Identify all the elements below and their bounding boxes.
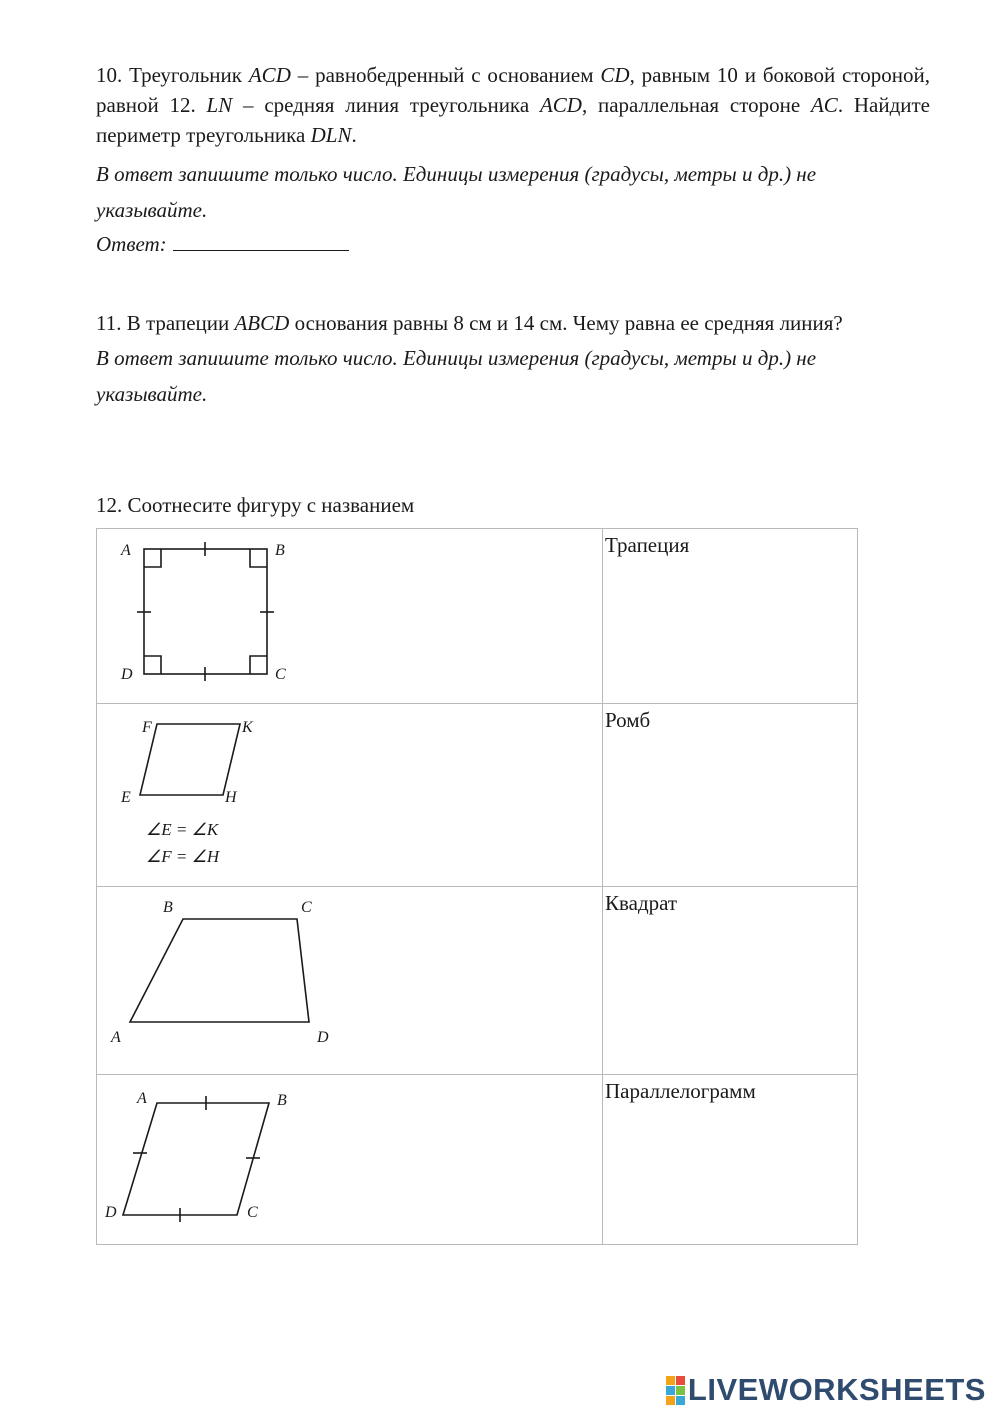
answer-row [96, 228, 930, 259]
name-parallelogram[interactable]: Параллелограмм [603, 1075, 858, 1245]
label-b: B [275, 542, 285, 559]
table-row [97, 887, 858, 1075]
label-b: B [163, 899, 173, 916]
name-square[interactable]: Квадрат [603, 887, 858, 1075]
table-row [97, 1075, 858, 1245]
label-f: F [142, 719, 152, 736]
question-11 [96, 306, 930, 412]
match-table [96, 528, 858, 1245]
logo-block [666, 1386, 675, 1395]
label-d: D [105, 1204, 117, 1221]
label-d: D [121, 666, 133, 683]
label-e: E [121, 789, 131, 806]
angle-equation-2: ∠F = ∠H [146, 847, 220, 866]
name-rhombus[interactable]: Ромб [603, 704, 858, 887]
parallelogram-angles-figure [97, 704, 602, 886]
label-a: A [137, 1090, 147, 1107]
label-c: C [275, 666, 286, 683]
figure-square-cell [97, 529, 603, 704]
rhombus-figure [97, 1075, 602, 1244]
label-b: B [277, 1092, 287, 1109]
question-12-title: 12. Соотнесите фигуру с названием [96, 493, 415, 517]
square-figure [97, 529, 602, 703]
logo-text: LIVEWORKSHEETS [687, 1372, 986, 1407]
answer-label: Ответ: [96, 232, 167, 256]
label-a: A [111, 1029, 121, 1046]
label-d: D [317, 1029, 329, 1046]
label-a: A [121, 542, 131, 559]
label-c: C [301, 899, 312, 916]
question-10-hint: В ответ запишите только число. Единицы измерения (градусы, метры и др.) не указывайте. [96, 162, 817, 222]
question-10 [96, 60, 930, 259]
label-k: K [242, 719, 253, 736]
name-trapezoid[interactable]: Трапеция [603, 529, 858, 704]
question-11-hint: В ответ запишите только число. Единицы измерения (градусы, метры и др.) не указывайте. [96, 346, 817, 406]
logo-icon [666, 1376, 685, 1405]
question-10-text: 10. Треугольник ACD – равнобедренный с основанием CD, равным 10 и боковой стороной, равной 12. LN – средняя линия треугольника ACD, параллельная стороне AC. Найдите периметр треугольника DLN. [96, 63, 931, 147]
label-c: C [247, 1204, 258, 1221]
label-h: H [225, 789, 237, 806]
liveworksheets-logo [666, 1372, 986, 1408]
table-row [97, 529, 858, 704]
logo-block [666, 1376, 675, 1385]
figure-rhombus-cell [97, 1075, 603, 1245]
figure-trapezoid-cell [97, 887, 603, 1075]
answer-input[interactable] [173, 228, 349, 251]
trapezoid-figure [97, 887, 602, 1074]
figure-parallelogram-angles-cell [97, 704, 603, 887]
question-11-text: 11. В трапеции ABCD основания равны 8 см и 14 см. Чему равна ее средняя линия? [96, 311, 843, 335]
angle-equation-1: ∠E = ∠K [146, 820, 219, 839]
logo-block [676, 1396, 685, 1405]
table-row [97, 704, 858, 887]
logo-block [676, 1386, 685, 1395]
logo-block [676, 1376, 685, 1385]
logo-block [666, 1396, 675, 1405]
